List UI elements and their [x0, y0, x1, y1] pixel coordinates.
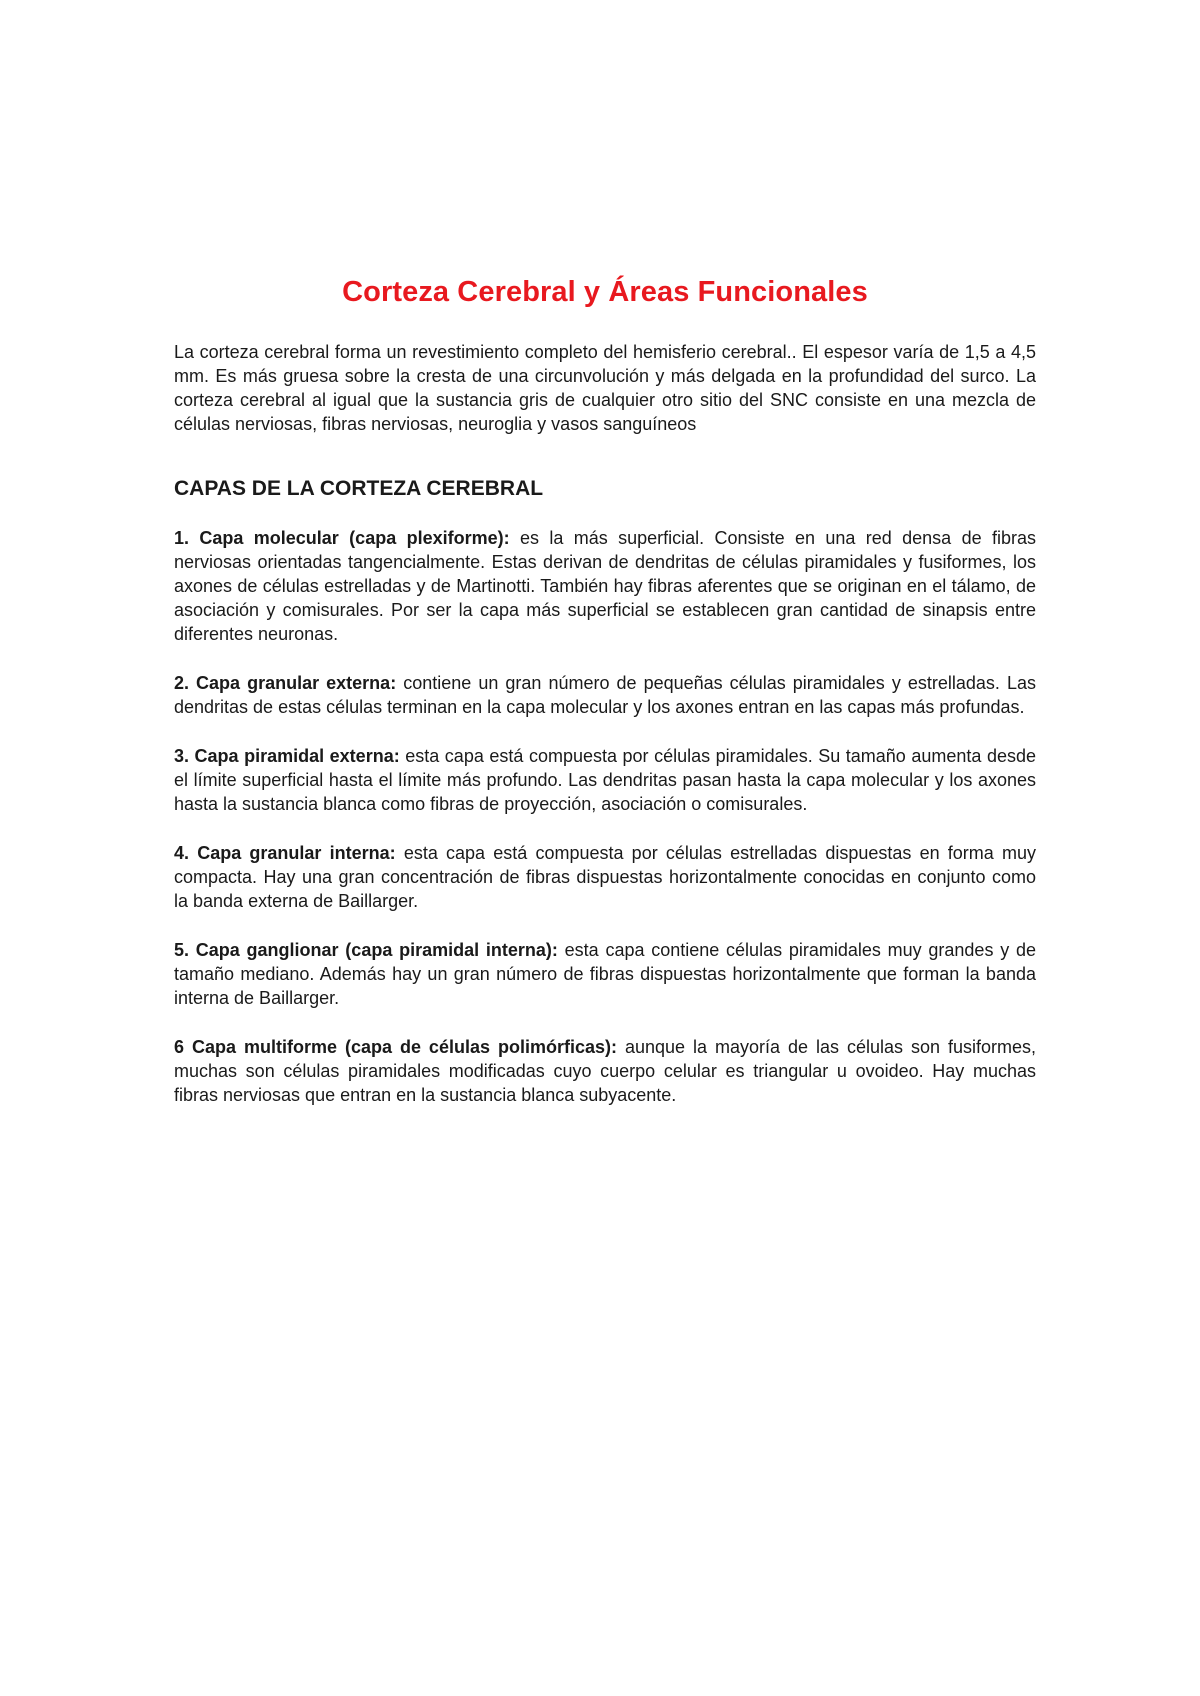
- layer-title: 3. Capa piramidal externa:: [174, 746, 400, 766]
- layer-text: aunque la mayoría de las células son fusiformes, muchas son células piramidales modificadas cuyo cuerpo celular es triangular u ovoideo. Hay muchas fibras nerviosas que entran en la sustancia blanca subyacente.: [174, 1037, 1036, 1105]
- layer-text: contiene un gran número de pequeñas células piramidales y estrelladas. Las dendritas de estas células terminan en la capa molecular y los axones entran en las capas más profundas.: [174, 673, 1036, 717]
- layer-item: [174, 1035, 1036, 1107]
- layer-item: [174, 671, 1036, 719]
- layer-title: 4. Capa granular interna:: [174, 843, 396, 863]
- layer-item: [174, 744, 1036, 816]
- layer-text: es la más superficial. Consiste en una red densa de fibras nerviosas orientadas tangencialmente. Estas derivan de dendritas de células piramidales y fusiformes, los axones de células estrelladas y de Martinotti. También hay fibras aferentes que se originan en el tálamo, de asociación y comisurales. Por ser la capa más superficial se establecen gran cantidad de sinapsis entre diferentes neuronas.: [174, 528, 1036, 644]
- layers-list: [174, 526, 1036, 1107]
- layer-title: 6 Capa multiforme (capa de células polimórficas):: [174, 1037, 617, 1057]
- layer-title: 2. Capa granular externa:: [174, 673, 397, 693]
- intro-paragraph: La corteza cerebral forma un revestimiento completo del hemisferio cerebral.. El espesor varía de 1,5 a 4,5 mm. Es más gruesa sobre la cresta de una circunvolución y más delgada en la profundidad del surco. La corteza cerebral al igual que la sustancia gris de cualquier otro sitio del SNC consiste en una mezcla de células nerviosas, fibras nerviosas, neuroglia y vasos sanguíneos: [174, 342, 1036, 434]
- layer-text: esta capa está compuesta por células piramidales. Su tamaño aumenta desde el límite superficial hasta el límite más profundo. Las dendritas pasan hasta la capa molecular y los axones hasta la sustancia blanca como fibras de proyección, asociación o comisurales.: [174, 746, 1036, 814]
- layer-item: [174, 938, 1036, 1010]
- section-heading: CAPAS DE LA CORTEZA CEREBRAL: [174, 477, 544, 500]
- layer-item: [174, 841, 1036, 913]
- layer-title: 5. Capa ganglionar (capa piramidal interna):: [174, 940, 558, 960]
- layer-title: 1. Capa molecular (capa plexiforme):: [174, 528, 510, 548]
- document-title: Corteza Cerebral y Áreas Funcionales: [342, 276, 868, 308]
- layer-text: esta capa está compuesta por células estrelladas dispuestas en forma muy compacta. Hay una gran concentración de fibras dispuestas horizontalmente conocidas en conjunto como la banda externa de Baillarger.: [174, 843, 1036, 911]
- layer-item: [174, 526, 1036, 646]
- document-content: [174, 272, 1036, 1132]
- layer-text: esta capa contiene células piramidales muy grandes y de tamaño mediano. Además hay un gran número de fibras dispuestas horizontalmente que forman la banda interna de Baillarger.: [174, 940, 1036, 1008]
